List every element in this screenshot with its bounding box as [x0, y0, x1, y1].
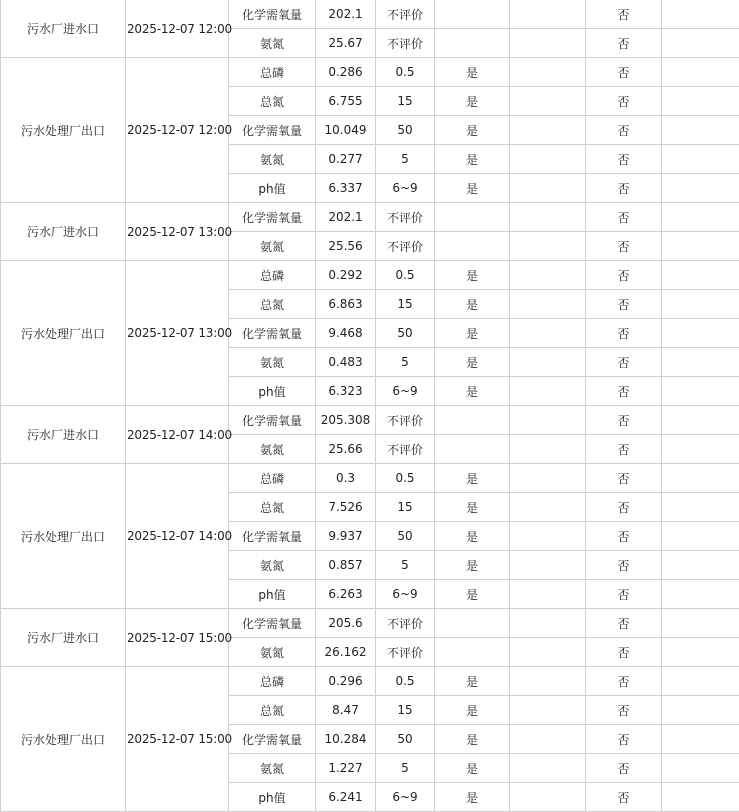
monitor-time-cell: 2025-12-07 15:00: [126, 667, 229, 812]
compliance-cell: 是: [435, 783, 510, 812]
empty-cell: [510, 464, 586, 493]
standard-limit-cell: 不评价: [376, 0, 435, 29]
empty-cell: [662, 493, 739, 522]
site-name-cell: 污水处理厂出口: [1, 58, 126, 203]
empty-cell: [662, 435, 739, 464]
table-row: [1, 667, 739, 696]
table-row: [1, 203, 739, 232]
standard-limit-cell: 15: [376, 493, 435, 522]
exceedance-cell: 否: [586, 377, 662, 406]
compliance-cell: 是: [435, 551, 510, 580]
compliance-cell: 是: [435, 319, 510, 348]
exceedance-cell: 否: [586, 522, 662, 551]
measured-value-cell: 0.292: [316, 261, 376, 290]
standard-limit-cell: 不评价: [376, 638, 435, 667]
empty-cell: [510, 290, 586, 319]
compliance-cell: [435, 406, 510, 435]
table-row: [1, 58, 739, 87]
pollutant-item-cell: 总氮: [229, 493, 316, 522]
empty-cell: [510, 174, 586, 203]
compliance-cell: [435, 203, 510, 232]
pollutant-item-cell: 化学需氧量: [229, 0, 316, 29]
compliance-cell: 是: [435, 725, 510, 754]
pollutant-item-cell: 总磷: [229, 261, 316, 290]
site-name-cell: 污水处理厂出口: [1, 464, 126, 609]
measured-value-cell: 205.308: [316, 406, 376, 435]
standard-limit-cell: 50: [376, 116, 435, 145]
standard-limit-cell: 5: [376, 145, 435, 174]
standard-limit-cell: 5: [376, 551, 435, 580]
exceedance-cell: 否: [586, 203, 662, 232]
pollutant-item-cell: 氨氮: [229, 754, 316, 783]
standard-limit-cell: 15: [376, 696, 435, 725]
pollutant-item-cell: 化学需氧量: [229, 725, 316, 754]
standard-limit-cell: 15: [376, 290, 435, 319]
exceedance-cell: 否: [586, 145, 662, 174]
pollutant-item-cell: 总氮: [229, 290, 316, 319]
empty-cell: [510, 754, 586, 783]
pollutant-item-cell: 化学需氧量: [229, 522, 316, 551]
measured-value-cell: 6.337: [316, 174, 376, 203]
monitor-time-cell: 2025-12-07 13:00: [126, 261, 229, 406]
standard-limit-cell: 50: [376, 522, 435, 551]
empty-cell: [662, 58, 739, 87]
empty-cell: [662, 0, 739, 29]
site-name-cell: 污水厂进水口: [1, 406, 126, 464]
empty-cell: [662, 696, 739, 725]
empty-cell: [510, 580, 586, 609]
pollutant-item-cell: 总氮: [229, 696, 316, 725]
site-name-cell: 污水处理厂出口: [1, 261, 126, 406]
compliance-cell: 是: [435, 667, 510, 696]
exceedance-cell: 否: [586, 464, 662, 493]
empty-cell: [510, 725, 586, 754]
compliance-cell: 是: [435, 261, 510, 290]
empty-cell: [510, 667, 586, 696]
pollutant-item-cell: 氨氮: [229, 29, 316, 58]
compliance-cell: [435, 232, 510, 261]
measured-value-cell: 6.263: [316, 580, 376, 609]
compliance-cell: 是: [435, 696, 510, 725]
pollutant-item-cell: 化学需氧量: [229, 116, 316, 145]
exceedance-cell: 否: [586, 406, 662, 435]
empty-cell: [510, 783, 586, 812]
monitor-time-cell: 2025-12-07 13:00: [126, 203, 229, 261]
standard-limit-cell: 不评价: [376, 609, 435, 638]
table-row: [1, 464, 739, 493]
exceedance-cell: 否: [586, 58, 662, 87]
measured-value-cell: 0.857: [316, 551, 376, 580]
exceedance-cell: 否: [586, 783, 662, 812]
compliance-cell: 是: [435, 493, 510, 522]
measured-value-cell: 25.67: [316, 29, 376, 58]
empty-cell: [662, 522, 739, 551]
exceedance-cell: 否: [586, 696, 662, 725]
pollutant-item-cell: 化学需氧量: [229, 406, 316, 435]
table-row: [1, 0, 739, 29]
site-name-cell: 污水厂进水口: [1, 0, 126, 58]
empty-cell: [662, 783, 739, 812]
pollutant-item-cell: 氨氮: [229, 232, 316, 261]
measured-value-cell: 7.526: [316, 493, 376, 522]
empty-cell: [662, 87, 739, 116]
compliance-cell: [435, 435, 510, 464]
empty-cell: [662, 203, 739, 232]
compliance-cell: [435, 29, 510, 58]
empty-cell: [510, 638, 586, 667]
empty-cell: [510, 696, 586, 725]
empty-cell: [662, 580, 739, 609]
empty-cell: [510, 522, 586, 551]
empty-cell: [510, 232, 586, 261]
measured-value-cell: 0.296: [316, 667, 376, 696]
exceedance-cell: 否: [586, 174, 662, 203]
measured-value-cell: 6.863: [316, 290, 376, 319]
pollutant-item-cell: 总磷: [229, 464, 316, 493]
empty-cell: [510, 493, 586, 522]
empty-cell: [662, 638, 739, 667]
table-row: [1, 406, 739, 435]
empty-cell: [662, 116, 739, 145]
exceedance-cell: 否: [586, 725, 662, 754]
empty-cell: [510, 203, 586, 232]
exceedance-cell: 否: [586, 580, 662, 609]
compliance-cell: 是: [435, 580, 510, 609]
empty-cell: [662, 377, 739, 406]
empty-cell: [662, 406, 739, 435]
empty-cell: [510, 406, 586, 435]
empty-cell: [510, 58, 586, 87]
empty-cell: [662, 754, 739, 783]
compliance-cell: 是: [435, 377, 510, 406]
empty-cell: [510, 0, 586, 29]
exceedance-cell: 否: [586, 87, 662, 116]
measured-value-cell: 202.1: [316, 0, 376, 29]
exceedance-cell: 否: [586, 667, 662, 696]
monitor-time-cell: 2025-12-07 15:00: [126, 609, 229, 667]
standard-limit-cell: 不评价: [376, 203, 435, 232]
pollutant-item-cell: 氨氮: [229, 348, 316, 377]
standard-limit-cell: 不评价: [376, 406, 435, 435]
empty-cell: [662, 261, 739, 290]
exceedance-cell: 否: [586, 0, 662, 29]
measured-value-cell: 25.56: [316, 232, 376, 261]
pollutant-item-cell: 氨氮: [229, 551, 316, 580]
measured-value-cell: 1.227: [316, 754, 376, 783]
measured-value-cell: 6.755: [316, 87, 376, 116]
pollutant-item-cell: 总磷: [229, 667, 316, 696]
standard-limit-cell: 50: [376, 725, 435, 754]
site-name-cell: 污水厂进水口: [1, 203, 126, 261]
pollutant-item-cell: ph值: [229, 174, 316, 203]
empty-cell: [510, 551, 586, 580]
empty-cell: [662, 609, 739, 638]
empty-cell: [662, 464, 739, 493]
empty-cell: [662, 348, 739, 377]
standard-limit-cell: 6~9: [376, 783, 435, 812]
pollutant-item-cell: 化学需氧量: [229, 203, 316, 232]
exceedance-cell: 否: [586, 348, 662, 377]
exceedance-cell: 否: [586, 290, 662, 319]
standard-limit-cell: 0.5: [376, 58, 435, 87]
monitor-time-cell: 2025-12-07 12:00: [126, 58, 229, 203]
pollutant-item-cell: 化学需氧量: [229, 319, 316, 348]
empty-cell: [662, 725, 739, 754]
compliance-cell: 是: [435, 174, 510, 203]
compliance-cell: [435, 638, 510, 667]
exceedance-cell: 否: [586, 493, 662, 522]
standard-limit-cell: 5: [376, 754, 435, 783]
empty-cell: [510, 145, 586, 174]
exceedance-cell: 否: [586, 261, 662, 290]
exceedance-cell: 否: [586, 435, 662, 464]
compliance-cell: 是: [435, 464, 510, 493]
measured-value-cell: 202.1: [316, 203, 376, 232]
standard-limit-cell: 50: [376, 319, 435, 348]
measured-value-cell: 8.47: [316, 696, 376, 725]
empty-cell: [662, 667, 739, 696]
measured-value-cell: 26.162: [316, 638, 376, 667]
monitor-time-cell: 2025-12-07 14:00: [126, 464, 229, 609]
exceedance-cell: 否: [586, 609, 662, 638]
measured-value-cell: 0.483: [316, 348, 376, 377]
compliance-cell: 是: [435, 522, 510, 551]
pollutant-item-cell: 氨氮: [229, 638, 316, 667]
empty-cell: [662, 290, 739, 319]
standard-limit-cell: 15: [376, 87, 435, 116]
empty-cell: [662, 551, 739, 580]
standard-limit-cell: 0.5: [376, 667, 435, 696]
standard-limit-cell: 不评价: [376, 29, 435, 58]
pollutant-item-cell: 总氮: [229, 87, 316, 116]
standard-limit-cell: 6~9: [376, 377, 435, 406]
pollutant-item-cell: 化学需氧量: [229, 609, 316, 638]
empty-cell: [510, 609, 586, 638]
pollutant-item-cell: ph值: [229, 377, 316, 406]
exceedance-cell: 否: [586, 116, 662, 145]
empty-cell: [510, 87, 586, 116]
exceedance-cell: 否: [586, 638, 662, 667]
standard-limit-cell: 不评价: [376, 232, 435, 261]
standard-limit-cell: 5: [376, 348, 435, 377]
empty-cell: [662, 145, 739, 174]
compliance-cell: [435, 609, 510, 638]
measured-value-cell: 25.66: [316, 435, 376, 464]
measured-value-cell: 0.277: [316, 145, 376, 174]
pollutant-item-cell: 总磷: [229, 58, 316, 87]
measured-value-cell: 9.937: [316, 522, 376, 551]
empty-cell: [510, 348, 586, 377]
table-body: [1, 0, 739, 812]
empty-cell: [662, 29, 739, 58]
standard-limit-cell: 6~9: [376, 580, 435, 609]
monitor-time-cell: 2025-12-07 12:00: [126, 0, 229, 58]
measured-value-cell: 0.286: [316, 58, 376, 87]
compliance-cell: 是: [435, 290, 510, 319]
table-row: [1, 261, 739, 290]
pollutant-item-cell: ph值: [229, 580, 316, 609]
compliance-cell: [435, 0, 510, 29]
measured-value-cell: 6.323: [316, 377, 376, 406]
table-row: [1, 609, 739, 638]
standard-limit-cell: 不评价: [376, 435, 435, 464]
empty-cell: [510, 29, 586, 58]
exceedance-cell: 否: [586, 551, 662, 580]
exceedance-cell: 否: [586, 29, 662, 58]
pollutant-item-cell: ph值: [229, 783, 316, 812]
measured-value-cell: 205.6: [316, 609, 376, 638]
pollutant-item-cell: 氨氮: [229, 435, 316, 464]
compliance-cell: 是: [435, 58, 510, 87]
compliance-cell: 是: [435, 145, 510, 174]
empty-cell: [510, 377, 586, 406]
empty-cell: [662, 319, 739, 348]
monitor-time-cell: 2025-12-07 14:00: [126, 406, 229, 464]
standard-limit-cell: 6~9: [376, 174, 435, 203]
compliance-cell: 是: [435, 87, 510, 116]
measured-value-cell: 10.284: [316, 725, 376, 754]
exceedance-cell: 否: [586, 319, 662, 348]
empty-cell: [662, 174, 739, 203]
exceedance-cell: 否: [586, 754, 662, 783]
compliance-cell: 是: [435, 754, 510, 783]
standard-limit-cell: 0.5: [376, 261, 435, 290]
empty-cell: [510, 435, 586, 464]
compliance-cell: 是: [435, 348, 510, 377]
measured-value-cell: 0.3: [316, 464, 376, 493]
empty-cell: [662, 232, 739, 261]
standard-limit-cell: 0.5: [376, 464, 435, 493]
empty-cell: [510, 261, 586, 290]
compliance-cell: 是: [435, 116, 510, 145]
measured-value-cell: 10.049: [316, 116, 376, 145]
measured-value-cell: 9.468: [316, 319, 376, 348]
site-name-cell: 污水处理厂出口: [1, 667, 126, 812]
empty-cell: [510, 116, 586, 145]
measured-value-cell: 6.241: [316, 783, 376, 812]
exceedance-cell: 否: [586, 232, 662, 261]
pollutant-item-cell: 氨氮: [229, 145, 316, 174]
site-name-cell: 污水厂进水口: [1, 609, 126, 667]
empty-cell: [510, 319, 586, 348]
